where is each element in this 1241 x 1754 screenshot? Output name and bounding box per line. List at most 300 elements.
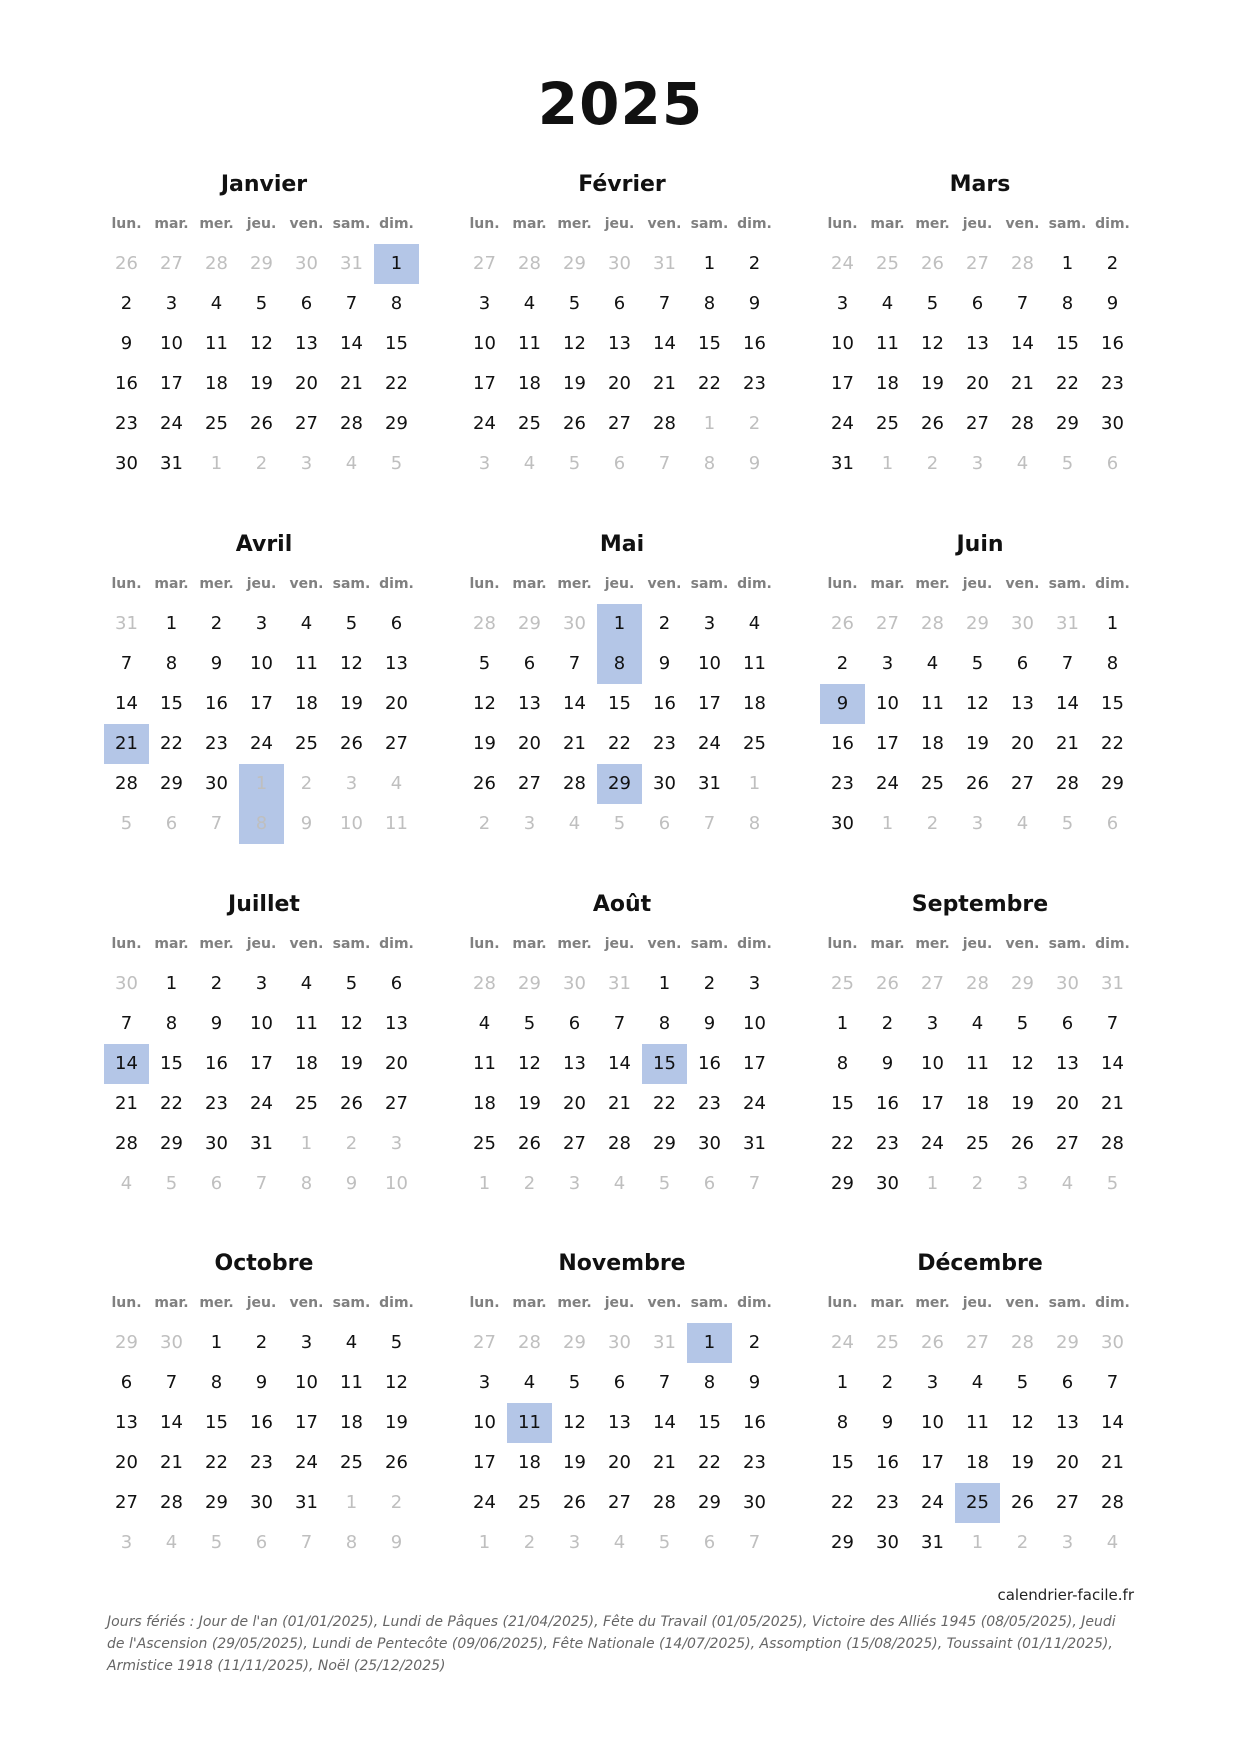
day-cell: 30: [115, 453, 138, 474]
weekday-label: ven.: [289, 936, 324, 952]
day-cell: 10: [743, 1013, 766, 1034]
day-cell: 25: [340, 1452, 363, 1473]
day-cell: 2: [748, 1332, 761, 1353]
day-cell: 28: [160, 1492, 183, 1513]
weekday-label: jeu.: [246, 576, 277, 592]
day-cell: 7: [658, 453, 671, 474]
day-cell: 31: [743, 1133, 766, 1154]
day-cell: 1: [836, 1372, 849, 1393]
day-cell: 9: [881, 1053, 894, 1074]
day-cell: 26: [340, 733, 363, 754]
day-cell: 1: [703, 253, 716, 274]
day-cell: 6: [523, 653, 536, 674]
day-cell: 13: [563, 1053, 586, 1074]
day-cell: 6: [300, 293, 313, 314]
day-cell: 28: [473, 973, 496, 994]
day-cell: 30: [115, 973, 138, 994]
day-cell: 11: [340, 1372, 363, 1393]
holidays-note: Jours fériés : Jour de l'an (01/01/2025), Lundi de Pâques (21/04/2025), Fête du Travail (01/05/2025), Victoire des Alliés 1945 (08/05/2025), Jeudi de l'Ascension (29/05/2025), Lundi de Pentecôte (09/06/2025), Fête Nationale (14/07/2025), Assomption (15/08/2025), Toussaint (01/11/2025), Armistice 1918 (11/11/2025), Noël (25/12/2025): [107, 1614, 1116, 1674]
day-cell: 10: [473, 333, 496, 354]
day-cell: 21: [653, 373, 676, 394]
weekday-label: mar.: [512, 576, 547, 592]
month-11: [820, 1247, 1140, 1563]
day-cell: 24: [698, 733, 721, 754]
day-cell: 22: [205, 1452, 228, 1473]
day-cell: 18: [921, 733, 944, 754]
day-cell: 23: [205, 1093, 228, 1114]
day-cell: 25: [518, 413, 541, 434]
month-name: Avril: [235, 532, 293, 557]
day-cell: 7: [1106, 1372, 1119, 1393]
day-cell: 7: [748, 1532, 761, 1553]
weekday-label: mar.: [870, 576, 905, 592]
day-cell: 11: [966, 1053, 989, 1074]
day-cell: 2: [658, 613, 671, 634]
week-row: [462, 1323, 782, 1363]
weekday-label: sam.: [1048, 936, 1087, 952]
day-cell: 30: [1011, 613, 1034, 634]
day-cell: 6: [568, 1013, 581, 1034]
day-cell: 20: [518, 733, 541, 754]
day-cell: 3: [478, 1372, 491, 1393]
week-row: [820, 364, 1140, 404]
day-cell: 26: [473, 773, 496, 794]
month-name: Février: [578, 172, 666, 197]
day-cell: 8: [300, 1173, 313, 1194]
day-cell: 30: [653, 773, 676, 794]
day-cell: 5: [1016, 1372, 1029, 1393]
day-cell: 24: [473, 1492, 496, 1513]
day-cell: 4: [523, 1372, 536, 1393]
day-cell: 1: [374, 244, 419, 284]
week-row: [104, 804, 424, 844]
day-cell: 28: [205, 253, 228, 274]
day-cell: 18: [340, 1412, 363, 1433]
day-cell: 2: [881, 1013, 894, 1034]
day-cell: 7: [1106, 1013, 1119, 1034]
weekday-label: lun.: [469, 576, 500, 592]
week-row: [462, 964, 782, 1004]
day-cell: 24: [876, 773, 899, 794]
week-row: [104, 284, 424, 324]
day-cell: 1: [345, 1492, 358, 1513]
day-cell: 13: [966, 333, 989, 354]
weekday-label: lun.: [827, 1295, 858, 1311]
weekday-label: jeu.: [604, 936, 635, 952]
day-cell: 8: [239, 804, 284, 844]
weekday-label: ven.: [289, 1295, 324, 1311]
day-cell: 27: [1056, 1133, 1079, 1154]
day-cell: 11: [966, 1412, 989, 1433]
day-cell: 14: [160, 1412, 183, 1433]
day-cell: 27: [563, 1133, 586, 1154]
day-cell: 14: [104, 1044, 149, 1084]
day-cell: 31: [295, 1492, 318, 1513]
day-cell: 21: [160, 1452, 183, 1473]
month-2: [820, 168, 1140, 484]
day-cell: 14: [653, 1412, 676, 1433]
week-row: [104, 604, 424, 644]
day-cell: 4: [748, 613, 761, 634]
day-cell: 18: [295, 693, 318, 714]
day-cell: 17: [250, 693, 273, 714]
week-row: [462, 724, 782, 764]
day-cell: 13: [518, 693, 541, 714]
week-row: [104, 1044, 424, 1084]
day-cell: 10: [250, 1013, 273, 1034]
day-cell: 23: [698, 1093, 721, 1114]
day-cell: 8: [658, 1013, 671, 1034]
month-days: [104, 1323, 424, 1563]
day-cell: 13: [1056, 1053, 1079, 1074]
day-cell: 5: [658, 1532, 671, 1553]
day-cell: 18: [295, 1053, 318, 1074]
day-cell: 25: [295, 1093, 318, 1114]
day-cell: 2: [390, 1492, 403, 1513]
day-cell: 3: [1016, 1173, 1029, 1194]
day-cell: 3: [568, 1173, 581, 1194]
day-cell: 2: [523, 1173, 536, 1194]
day-cell: 27: [295, 413, 318, 434]
week-row: [820, 644, 1140, 684]
day-cell: 5: [926, 293, 939, 314]
day-cell: 3: [390, 1133, 403, 1154]
weekday-header: [104, 570, 424, 598]
day-cell: 5: [165, 1173, 178, 1194]
day-cell: 26: [563, 1492, 586, 1513]
day-cell: 28: [115, 1133, 138, 1154]
day-cell: 12: [1011, 1053, 1034, 1074]
day-cell: 9: [1106, 293, 1119, 314]
day-cell: 15: [831, 1452, 854, 1473]
day-cell: 31: [653, 253, 676, 274]
weekday-header: [104, 1289, 424, 1317]
source-label: calendrier-facile.fr: [997, 1586, 1134, 1604]
weekday-header: [820, 210, 1140, 238]
day-cell: 4: [300, 973, 313, 994]
day-cell: 2: [120, 293, 133, 314]
day-cell: 10: [698, 653, 721, 674]
day-cell: 3: [926, 1013, 939, 1034]
day-cell: 23: [205, 733, 228, 754]
day-cell: 21: [115, 1093, 138, 1114]
day-cell: 4: [971, 1013, 984, 1034]
weekday-label: dim.: [737, 216, 772, 232]
week-row: [820, 1323, 1140, 1363]
month-0: [104, 168, 424, 484]
day-cell: 19: [1011, 1093, 1034, 1114]
day-cell: 9: [658, 653, 671, 674]
weekday-label: ven.: [647, 216, 682, 232]
day-cell: 31: [608, 973, 631, 994]
weekday-label: dim.: [379, 936, 414, 952]
week-row: [104, 1124, 424, 1164]
month-days: [462, 964, 782, 1204]
day-cell: 1: [165, 973, 178, 994]
day-cell: 22: [160, 733, 183, 754]
day-cell: 27: [1056, 1492, 1079, 1513]
week-row: [462, 324, 782, 364]
day-cell: 30: [295, 253, 318, 274]
day-cell: 30: [205, 1133, 228, 1154]
week-row: [462, 1044, 782, 1084]
month-days: [820, 244, 1140, 484]
day-cell: 16: [831, 733, 854, 754]
day-cell: 20: [1011, 733, 1034, 754]
day-cell: 30: [831, 813, 854, 834]
day-cell: 28: [340, 413, 363, 434]
day-cell: 15: [642, 1044, 687, 1084]
weekday-label: mer.: [557, 1295, 592, 1311]
day-cell: 5: [1061, 453, 1074, 474]
day-cell: 24: [250, 1093, 273, 1114]
day-cell: 14: [653, 333, 676, 354]
day-cell: 6: [255, 1532, 268, 1553]
day-cell: 28: [1101, 1133, 1124, 1154]
day-cell: 27: [385, 1093, 408, 1114]
day-cell: 14: [340, 333, 363, 354]
day-cell: 6: [1106, 453, 1119, 474]
day-cell: 5: [1016, 1013, 1029, 1034]
day-cell: 5: [658, 1173, 671, 1194]
day-cell: 13: [608, 333, 631, 354]
day-cell: 25: [876, 253, 899, 274]
week-row: [820, 604, 1140, 644]
week-row: [104, 964, 424, 1004]
weekday-label: sam.: [1048, 576, 1087, 592]
day-cell: 7: [658, 293, 671, 314]
day-cell: 3: [926, 1372, 939, 1393]
day-cell: 3: [300, 453, 313, 474]
day-cell: 30: [876, 1532, 899, 1553]
weekday-label: mar.: [870, 216, 905, 232]
weekday-label: dim.: [1095, 936, 1130, 952]
day-cell: 22: [831, 1133, 854, 1154]
day-cell: 30: [160, 1332, 183, 1353]
day-cell: 25: [966, 1133, 989, 1154]
week-row: [104, 1403, 424, 1443]
month-name: Juillet: [228, 892, 300, 917]
weekday-label: ven.: [647, 1295, 682, 1311]
day-cell: 3: [836, 293, 849, 314]
day-cell: 10: [250, 653, 273, 674]
weekday-label: lun.: [111, 216, 142, 232]
week-row: [104, 644, 424, 684]
day-cell: 7: [300, 1532, 313, 1553]
month-7: [462, 888, 782, 1204]
day-cell: 13: [608, 1412, 631, 1433]
weekday-label: jeu.: [246, 216, 277, 232]
day-cell: 7: [210, 813, 223, 834]
day-cell: 1: [748, 773, 761, 794]
day-cell: 2: [523, 1532, 536, 1553]
weekday-label: sam.: [1048, 1295, 1087, 1311]
day-cell: 29: [653, 1133, 676, 1154]
day-cell: 3: [568, 1532, 581, 1553]
day-cell: 19: [563, 373, 586, 394]
day-cell: 3: [300, 1332, 313, 1353]
weekday-label: ven.: [1005, 576, 1040, 592]
day-cell: 25: [473, 1133, 496, 1154]
day-cell: 4: [210, 293, 223, 314]
day-cell: 3: [748, 973, 761, 994]
day-cell: 4: [523, 453, 536, 474]
week-row: [820, 1443, 1140, 1483]
day-cell: 19: [340, 1053, 363, 1074]
day-cell: 3: [255, 973, 268, 994]
day-cell: 18: [966, 1093, 989, 1114]
day-cell: 29: [966, 613, 989, 634]
day-cell: 12: [921, 333, 944, 354]
day-cell: 29: [160, 773, 183, 794]
day-cell: 2: [210, 613, 223, 634]
week-row: [820, 1363, 1140, 1403]
day-cell: 5: [120, 813, 133, 834]
day-cell: 5: [971, 653, 984, 674]
day-cell: 17: [160, 373, 183, 394]
weekday-header: [104, 210, 424, 238]
day-cell: 19: [473, 733, 496, 754]
month-days: [820, 964, 1140, 1204]
day-cell: 21: [608, 1093, 631, 1114]
day-cell: 9: [300, 813, 313, 834]
month-days: [104, 244, 424, 484]
day-cell: 3: [478, 453, 491, 474]
week-row: [820, 404, 1140, 444]
day-cell: 21: [1101, 1093, 1124, 1114]
week-row: [462, 1443, 782, 1483]
day-cell: 24: [831, 413, 854, 434]
day-cell: 29: [831, 1173, 854, 1194]
day-cell: 16: [115, 373, 138, 394]
day-cell: 9: [120, 333, 133, 354]
week-row: [462, 1403, 782, 1443]
day-cell: 13: [1056, 1412, 1079, 1433]
day-cell: 6: [1061, 1372, 1074, 1393]
day-cell: 12: [966, 693, 989, 714]
day-cell: 2: [345, 1133, 358, 1154]
day-cell: 2: [478, 813, 491, 834]
month-4: [462, 528, 782, 844]
weekday-label: mer.: [915, 576, 950, 592]
month-3: [104, 528, 424, 844]
day-cell: 2: [210, 973, 223, 994]
week-row: [820, 284, 1140, 324]
day-cell: 17: [743, 1053, 766, 1074]
weekday-label: jeu.: [604, 576, 635, 592]
day-cell: 27: [473, 1332, 496, 1353]
day-cell: 11: [295, 653, 318, 674]
day-cell: 8: [165, 1013, 178, 1034]
weekday-label: lun.: [469, 1295, 500, 1311]
day-cell: 15: [608, 693, 631, 714]
weekday-label: dim.: [1095, 216, 1130, 232]
week-row: [462, 1164, 782, 1204]
day-cell: 12: [340, 653, 363, 674]
day-cell: 15: [1101, 693, 1124, 714]
day-cell: 24: [831, 253, 854, 274]
weekday-label: lun.: [827, 216, 858, 232]
week-row: [820, 804, 1140, 844]
week-row: [462, 684, 782, 724]
day-cell: 3: [165, 293, 178, 314]
day-cell: 25: [876, 1332, 899, 1353]
day-cell: 5: [1061, 813, 1074, 834]
day-cell: 8: [748, 813, 761, 834]
day-cell: 24: [295, 1452, 318, 1473]
month-days: [820, 604, 1140, 844]
day-cell: 27: [608, 413, 631, 434]
day-cell: 15: [205, 1412, 228, 1433]
month-name: Décembre: [917, 1251, 1043, 1276]
day-cell: 18: [966, 1452, 989, 1473]
day-cell: 16: [743, 1412, 766, 1433]
day-cell: 21: [653, 1452, 676, 1473]
day-cell: 24: [921, 1492, 944, 1513]
day-cell: 12: [340, 1013, 363, 1034]
weekday-label: mer.: [199, 936, 234, 952]
day-cell: 7: [568, 653, 581, 674]
day-cell: 6: [1106, 813, 1119, 834]
day-cell: 2: [926, 813, 939, 834]
day-cell: 10: [921, 1053, 944, 1074]
week-row: [462, 1004, 782, 1044]
weekday-label: mar.: [870, 936, 905, 952]
day-cell: 28: [473, 613, 496, 634]
day-cell: 26: [115, 253, 138, 274]
day-cell: 12: [1011, 1412, 1034, 1433]
week-row: [820, 1124, 1140, 1164]
weekday-label: mer.: [915, 936, 950, 952]
day-cell: 2: [255, 1332, 268, 1353]
week-row: [462, 284, 782, 324]
week-row: [104, 1443, 424, 1483]
day-cell: 29: [518, 613, 541, 634]
day-cell: 11: [507, 1403, 552, 1443]
day-cell: 30: [563, 613, 586, 634]
day-cell: 29: [597, 764, 642, 804]
day-cell: 25: [205, 413, 228, 434]
day-cell: 11: [921, 693, 944, 714]
day-cell: 2: [748, 253, 761, 274]
weekday-label: lun.: [469, 936, 500, 952]
week-row: [820, 1523, 1140, 1563]
day-cell: 8: [165, 653, 178, 674]
day-cell: 10: [831, 333, 854, 354]
weekday-label: mar.: [154, 1295, 189, 1311]
day-cell: 6: [613, 1372, 626, 1393]
day-cell: 26: [921, 253, 944, 274]
day-cell: 28: [115, 773, 138, 794]
week-row: [462, 404, 782, 444]
weekday-label: mer.: [915, 216, 950, 232]
day-cell: 9: [748, 1372, 761, 1393]
week-row: [820, 964, 1140, 1004]
day-cell: 28: [563, 773, 586, 794]
day-cell: 15: [1056, 333, 1079, 354]
day-cell: 28: [608, 1133, 631, 1154]
day-cell: 1: [658, 973, 671, 994]
day-cell: 23: [1101, 373, 1124, 394]
day-cell: 16: [876, 1452, 899, 1473]
day-cell: 7: [345, 293, 358, 314]
day-cell: 11: [743, 653, 766, 674]
day-cell: 1: [836, 1013, 849, 1034]
day-cell: 1: [881, 813, 894, 834]
day-cell: 18: [518, 373, 541, 394]
month-days: [104, 964, 424, 1204]
day-cell: 14: [1101, 1412, 1124, 1433]
